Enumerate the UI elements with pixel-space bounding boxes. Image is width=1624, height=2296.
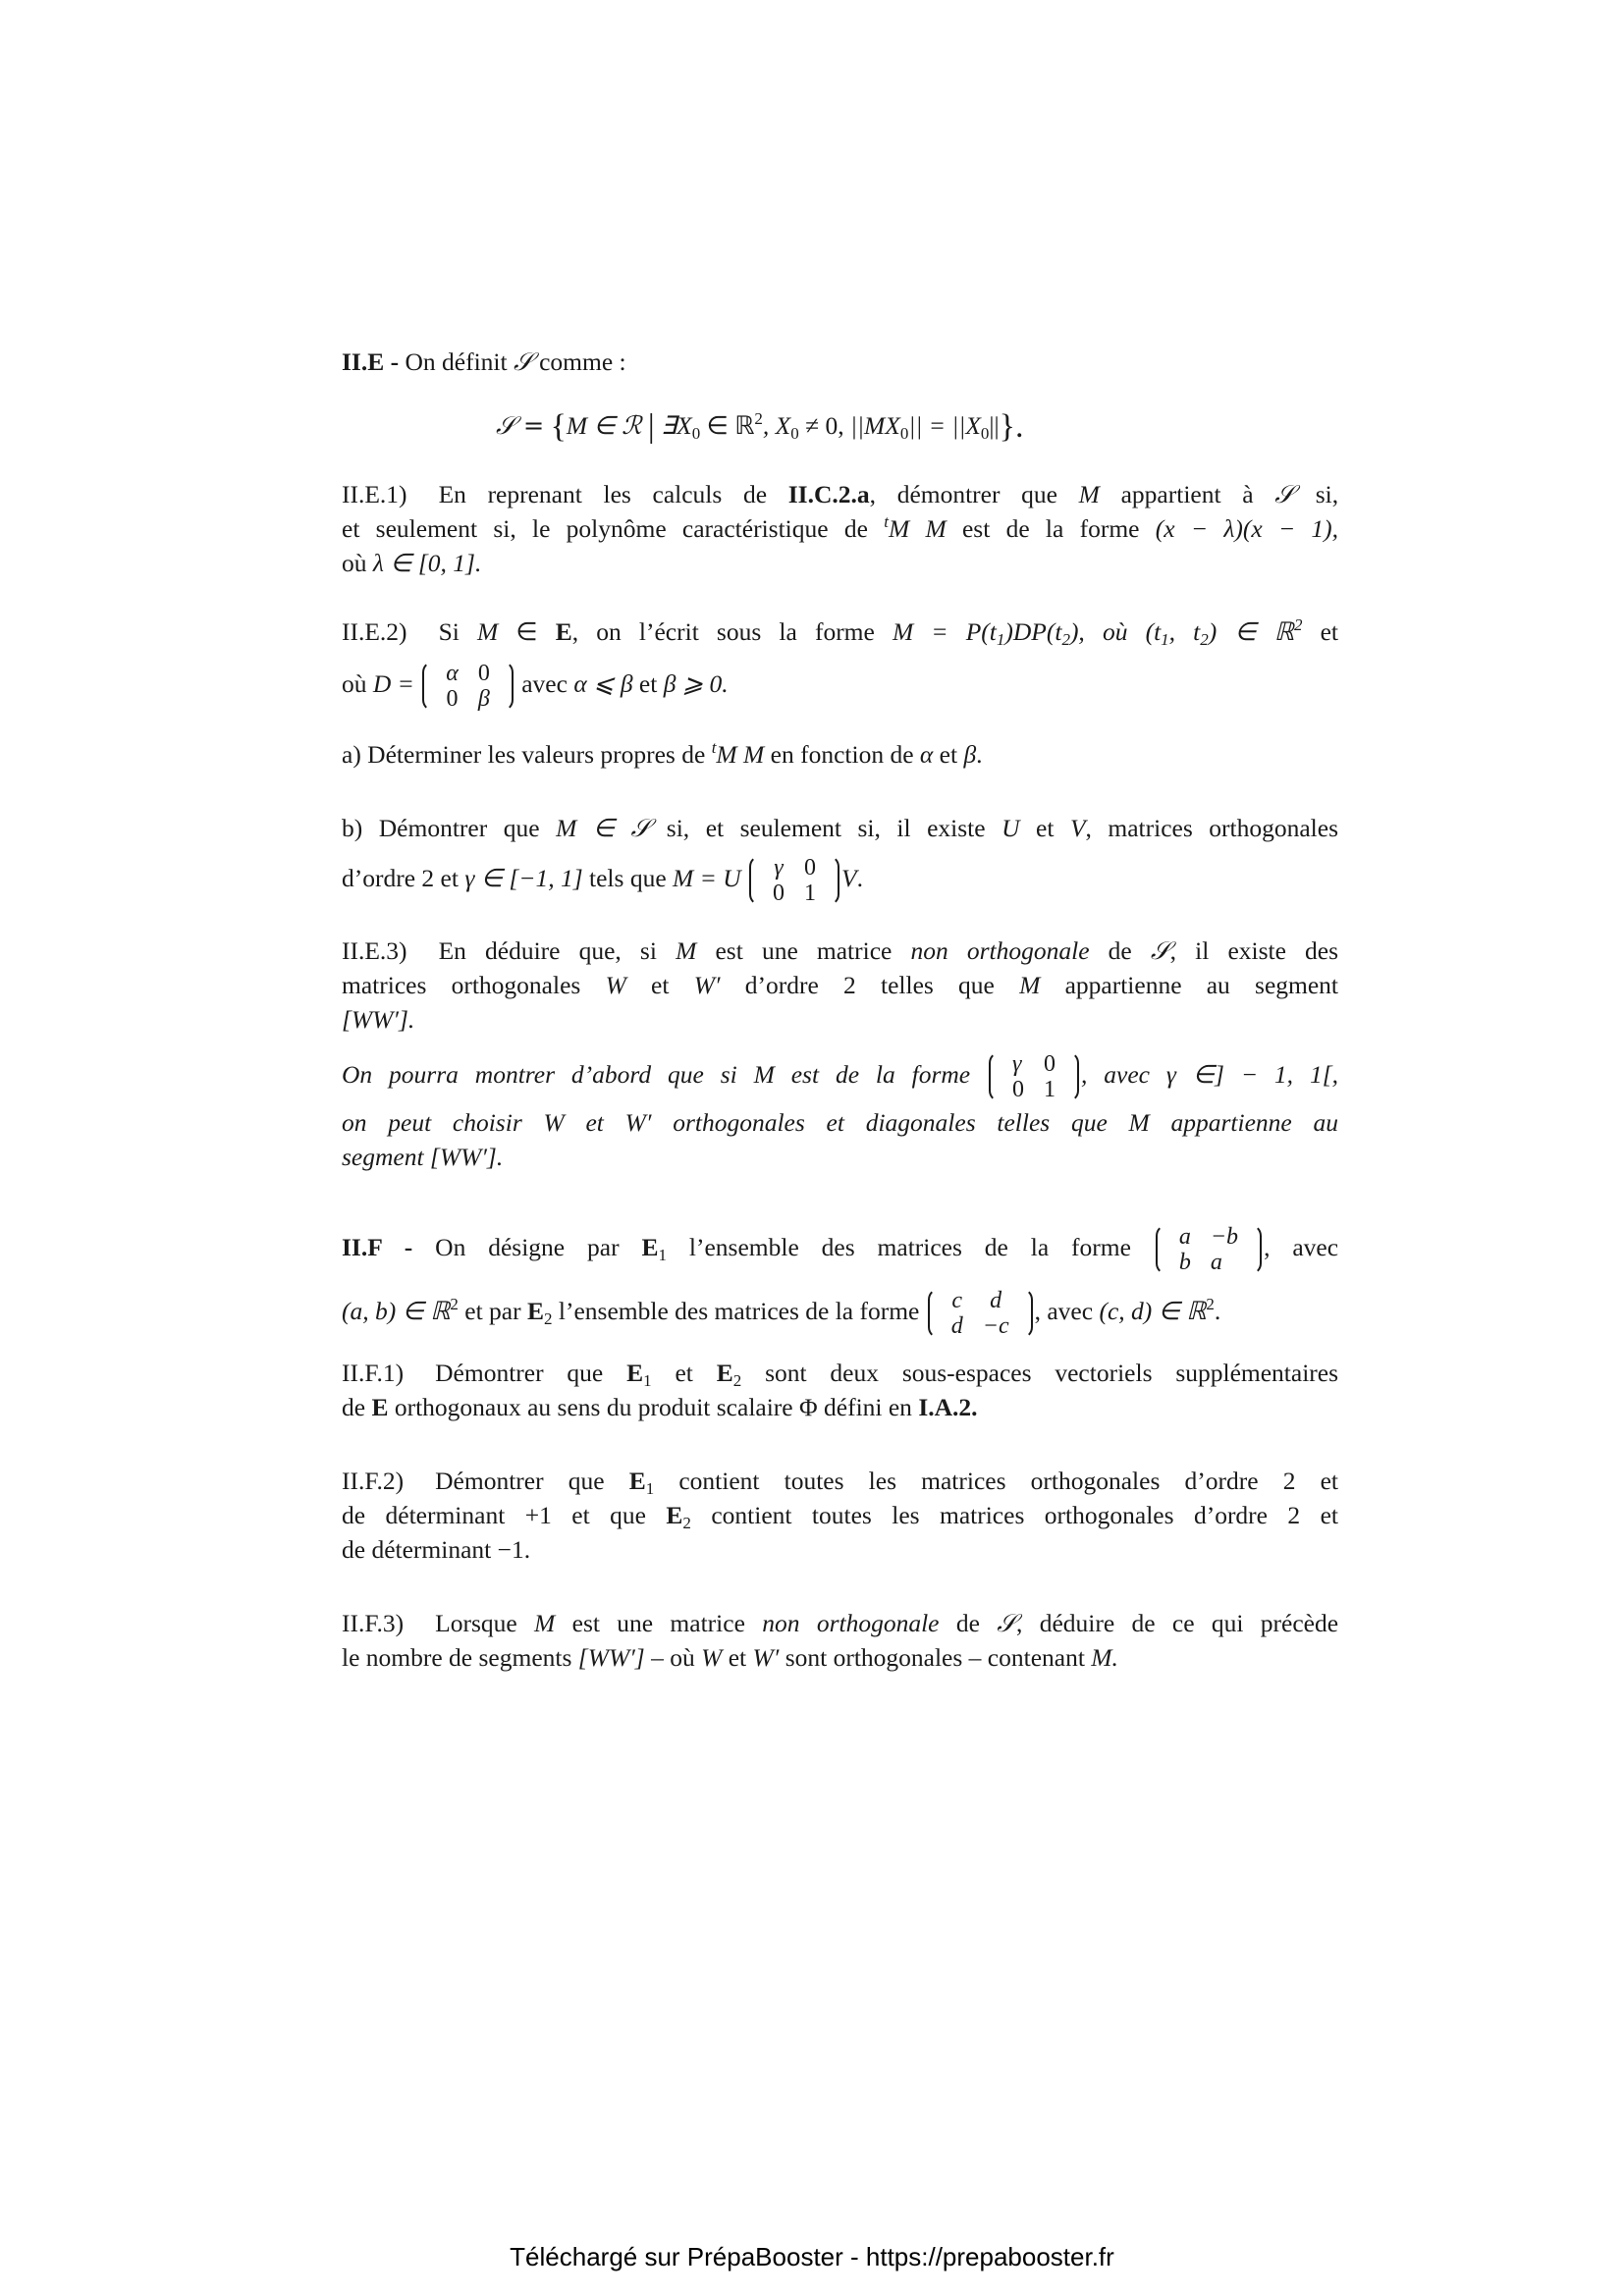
text: de déterminant +1 et que (342, 1501, 646, 1529)
IIE3-hint-line-3 (342, 1141, 1338, 1174)
math: (a, b) ∈ ℝ (342, 1297, 451, 1325)
math: 2 (1206, 1295, 1215, 1313)
section-IIE-heading (342, 346, 1338, 379)
text: de (955, 1609, 980, 1637)
text: tels que (589, 864, 667, 892)
matrix-cell: d (950, 1313, 963, 1340)
math: { (550, 408, 567, 445)
text: . (1214, 1297, 1221, 1325)
section-label: II.F - (342, 1233, 413, 1261)
hint-text: segment [WW′]. (342, 1143, 504, 1171)
matrix-cell: 0 (804, 855, 817, 881)
matrix-cell: 0 (773, 881, 785, 907)
question-label: II.E.1) (342, 480, 407, 508)
set-definition-formula (496, 409, 1183, 444)
text: . (976, 740, 983, 769)
text: On définit (405, 347, 508, 376)
math: α ⩽ β (573, 669, 633, 698)
text: , démontrer que (869, 480, 1057, 508)
matrix-hint (989, 1051, 1079, 1102)
math: ∃X (661, 411, 692, 440)
text: et (728, 1643, 747, 1672)
text: , avec (1034, 1297, 1094, 1325)
text: où (342, 669, 367, 698)
emphasis: non orthogonale (762, 1609, 940, 1637)
IIF2-line-2 (342, 1499, 1338, 1532)
matrix-cell: −b (1210, 1224, 1239, 1251)
IIF1-line-2 (342, 1391, 1338, 1424)
IIE2-line-2 (342, 650, 1338, 719)
math: E (641, 1233, 659, 1261)
text: , avec (1264, 1233, 1339, 1261)
hint-text: On pourra montrer d’abord que si M est de la forme (342, 1060, 971, 1089)
IIE1-line-1 (342, 478, 1338, 511)
text: , déduire de ce qui précède (1016, 1609, 1339, 1637)
IIF3-line-1 (342, 1607, 1338, 1640)
reference: II.C.2.a (787, 480, 870, 508)
matrix-cell: 1 (1044, 1077, 1056, 1103)
math: 0 (980, 424, 990, 443)
text: b) Démontrer que (342, 814, 540, 842)
math: 𝒮 = (496, 411, 545, 441)
math: ) ∈ ℝ (1208, 617, 1294, 646)
text: appartient à (1120, 480, 1254, 508)
math: ∈ ℝ (706, 411, 755, 440)
text: Démontrer que (435, 1467, 605, 1495)
math: M = P(t (892, 617, 997, 646)
math: W′ (693, 971, 721, 999)
text: sont orthogonales – contenant (785, 1643, 1085, 1672)
text: est une matrice (715, 936, 893, 965)
math: 0 (691, 424, 701, 443)
math: α (919, 740, 934, 769)
IIE1-line-3 (342, 547, 1338, 580)
math: 1 (658, 1246, 667, 1264)
text: orthogonaux au sens du produit scalaire Φ défini en (394, 1393, 912, 1421)
math: M ∈ ℛ (566, 411, 642, 440)
matrix-cell: a (1210, 1250, 1222, 1276)
text: , matrices orthogonales (1085, 814, 1339, 842)
math: M = U (673, 864, 741, 892)
math: | (647, 408, 655, 445)
matrix-cell: β (477, 686, 490, 713)
IIF-line-2 (342, 1276, 1338, 1347)
text: et par (464, 1297, 521, 1325)
text: et (651, 971, 670, 999)
text: de déterminant −1. (342, 1535, 531, 1564)
matrix-cell: d (990, 1288, 1002, 1314)
text: et seulement si, le polynôme caractéristique de (342, 514, 868, 543)
math: M ∈ 𝒮 (556, 814, 651, 842)
math: V (841, 864, 857, 892)
footer-download-notice: Téléchargé sur PrépaBooster - https://prepabooster.fr (510, 2242, 1114, 2271)
IIE2-line-1 (342, 615, 1338, 649)
math: D = (372, 669, 414, 698)
matrix-cell: c (951, 1288, 963, 1314)
text: a) Déterminer les valeurs propres de (342, 740, 706, 769)
math: 2 (682, 1514, 691, 1532)
text: sont deux sous-espaces vectoriels supplémentaires (765, 1359, 1339, 1387)
math: 2 (1293, 615, 1303, 634)
math: M (1019, 971, 1041, 999)
math: λ ∈ [0, 1]. (372, 549, 482, 577)
text: En reprenant les calculs de (438, 480, 768, 508)
text: contient toutes les matrices orthogonales d’ordre 2 et (678, 1467, 1338, 1495)
text: – où (651, 1643, 695, 1672)
matrix-cell: 0 (477, 661, 490, 687)
text: le nombre de segments (342, 1643, 572, 1672)
math: 0 (899, 424, 909, 443)
IIE3-hint-line-2 (342, 1106, 1338, 1140)
math: || = ||X (908, 411, 981, 440)
text: et (675, 1359, 693, 1387)
IIF1-line-1 (342, 1357, 1338, 1390)
text: l’ensemble des matrices de la forme (558, 1297, 920, 1325)
question-label: II.F.2) (342, 1467, 405, 1495)
reference: I.A.2. (918, 1393, 978, 1421)
math: 0 (790, 424, 799, 443)
math: M M (716, 740, 765, 769)
text: , on l’écrit sous la forme (571, 617, 875, 646)
math: W (605, 971, 626, 999)
text: Lorsque (435, 1609, 517, 1637)
IIE3-line-1 (342, 934, 1338, 968)
text: matrices orthogonales (342, 971, 581, 999)
math: 𝒮 (1150, 936, 1170, 966)
math: 2 (1200, 630, 1209, 649)
math: ), où (t (1069, 617, 1162, 646)
IIE3-hint-line-1 (342, 1041, 1338, 1109)
IIE2b-line-1 (342, 812, 1338, 845)
question-label: II.E.2) (342, 617, 407, 646)
text: En déduire que, si (438, 936, 657, 965)
section-label: II.E - (342, 347, 400, 376)
matrix-cell: 0 (446, 686, 459, 713)
text: de (1108, 936, 1132, 965)
matrix-cell: γ (1012, 1051, 1022, 1078)
text: d’ordre 2 et (342, 864, 459, 892)
text: contient toutes les matrices orthogonales d’ordre 2 et (711, 1501, 1339, 1529)
IIE3-line-2 (342, 969, 1338, 1002)
math: 1 (643, 1371, 652, 1390)
math: t (884, 512, 889, 531)
text: en fonction de (770, 740, 914, 769)
math: E (371, 1393, 389, 1421)
math: V (1069, 814, 1086, 842)
question-label: II.E.3) (342, 936, 407, 965)
matrix-cell: 1 (804, 881, 817, 907)
matrix-cell: 0 (1044, 1051, 1056, 1078)
math: ∈ (515, 617, 538, 646)
math: }. (999, 408, 1024, 445)
math: M M (888, 514, 947, 543)
math: E (666, 1501, 683, 1529)
emphasis: non orthogonale (910, 936, 1090, 965)
math: M (534, 1609, 556, 1637)
matrix-cell: α (446, 661, 459, 687)
text: et (1036, 814, 1055, 842)
math: t (711, 738, 717, 757)
math: E (626, 1359, 644, 1387)
math: 2 (544, 1309, 553, 1328)
math: E (555, 617, 572, 646)
math: U (1001, 814, 1020, 842)
text: et (1320, 617, 1339, 646)
IIE1-line-2 (342, 512, 1338, 546)
math: β (963, 740, 977, 769)
matrix-cell: −c (982, 1313, 1009, 1340)
math: || (989, 411, 1000, 440)
matrix-cell: γ (774, 855, 784, 881)
math: [WW′]. (342, 1005, 415, 1034)
math-symbol: 𝒮 (513, 347, 533, 377)
math: [WW′] (577, 1643, 645, 1672)
math: γ ∈ [−1, 1] (464, 864, 583, 892)
question-label: II.F.3) (342, 1609, 405, 1637)
matrix-D (422, 661, 514, 712)
math: , t (1168, 617, 1201, 646)
math: W′ (752, 1643, 780, 1672)
math: M (676, 936, 697, 965)
math: M. (1091, 1643, 1118, 1672)
text: Si (438, 617, 460, 646)
math: β ⩾ 0. (663, 669, 729, 698)
IIF2-line-3 (342, 1533, 1338, 1567)
text: et (638, 669, 658, 698)
math: 𝒮 (1274, 480, 1294, 509)
math: 1 (645, 1479, 655, 1498)
math: E (628, 1467, 646, 1495)
text: comme : (539, 347, 626, 376)
text: et (939, 740, 958, 769)
question-label: II.F.1) (342, 1359, 405, 1387)
IIE2a-line (342, 738, 1338, 772)
math: 2 (754, 409, 763, 428)
text: est de la forme (961, 514, 1140, 543)
text: , il existe des (1169, 936, 1339, 965)
text: . (856, 864, 863, 892)
text: Démontrer que (435, 1359, 604, 1387)
text: On désigne par (435, 1233, 620, 1261)
text: d’ordre 2 telles que (744, 971, 995, 999)
IIF-line-1 (342, 1213, 1338, 1282)
math: 1 (1161, 630, 1169, 649)
math: (x − λ)(x − 1), (1155, 514, 1339, 543)
math: M (476, 617, 499, 646)
math: M (1078, 480, 1100, 508)
math: 2 (450, 1295, 459, 1313)
IIF3-line-2 (342, 1641, 1338, 1675)
matrix-cell: a (1178, 1224, 1191, 1251)
IIE3-line-3 (342, 1003, 1338, 1037)
text: de (342, 1393, 366, 1421)
text: appartienne au segment (1064, 971, 1339, 999)
IIE2b-line-2 (342, 844, 1338, 913)
text: est une matrice (571, 1609, 745, 1637)
text: l’ensemble des matrices de la forme (688, 1233, 1131, 1261)
matrix-E2 (928, 1288, 1033, 1339)
hint-text: , avec γ ∈] − 1, 1[, (1081, 1060, 1338, 1089)
matrix-cell: b (1178, 1250, 1191, 1276)
math: E (527, 1297, 545, 1325)
math: W (701, 1643, 723, 1672)
math: , X (762, 411, 791, 440)
text: où (342, 549, 367, 577)
matrix-E1 (1156, 1224, 1262, 1275)
math: 2 (1061, 630, 1070, 649)
math: (c, d) ∈ ℝ (1099, 1297, 1207, 1325)
hint-text: on peut choisir W et W′ orthogonales et diagonales telles que M appartienne au (342, 1108, 1338, 1137)
math: 2 (732, 1371, 742, 1390)
text: si, (1315, 480, 1339, 508)
math: E (716, 1359, 733, 1387)
text: avec (521, 669, 568, 698)
math: 1 (996, 630, 1005, 649)
math: 𝒮 (997, 1609, 1016, 1638)
matrix-cell: 0 (1012, 1077, 1025, 1103)
math: ≠ 0, (805, 411, 844, 440)
math: )DP(t (1004, 617, 1062, 646)
matrix-gamma (749, 855, 839, 906)
IIF2-line-1 (342, 1465, 1338, 1498)
text: si, et seulement si, il existe (666, 814, 986, 842)
math: ||MX (850, 411, 900, 440)
